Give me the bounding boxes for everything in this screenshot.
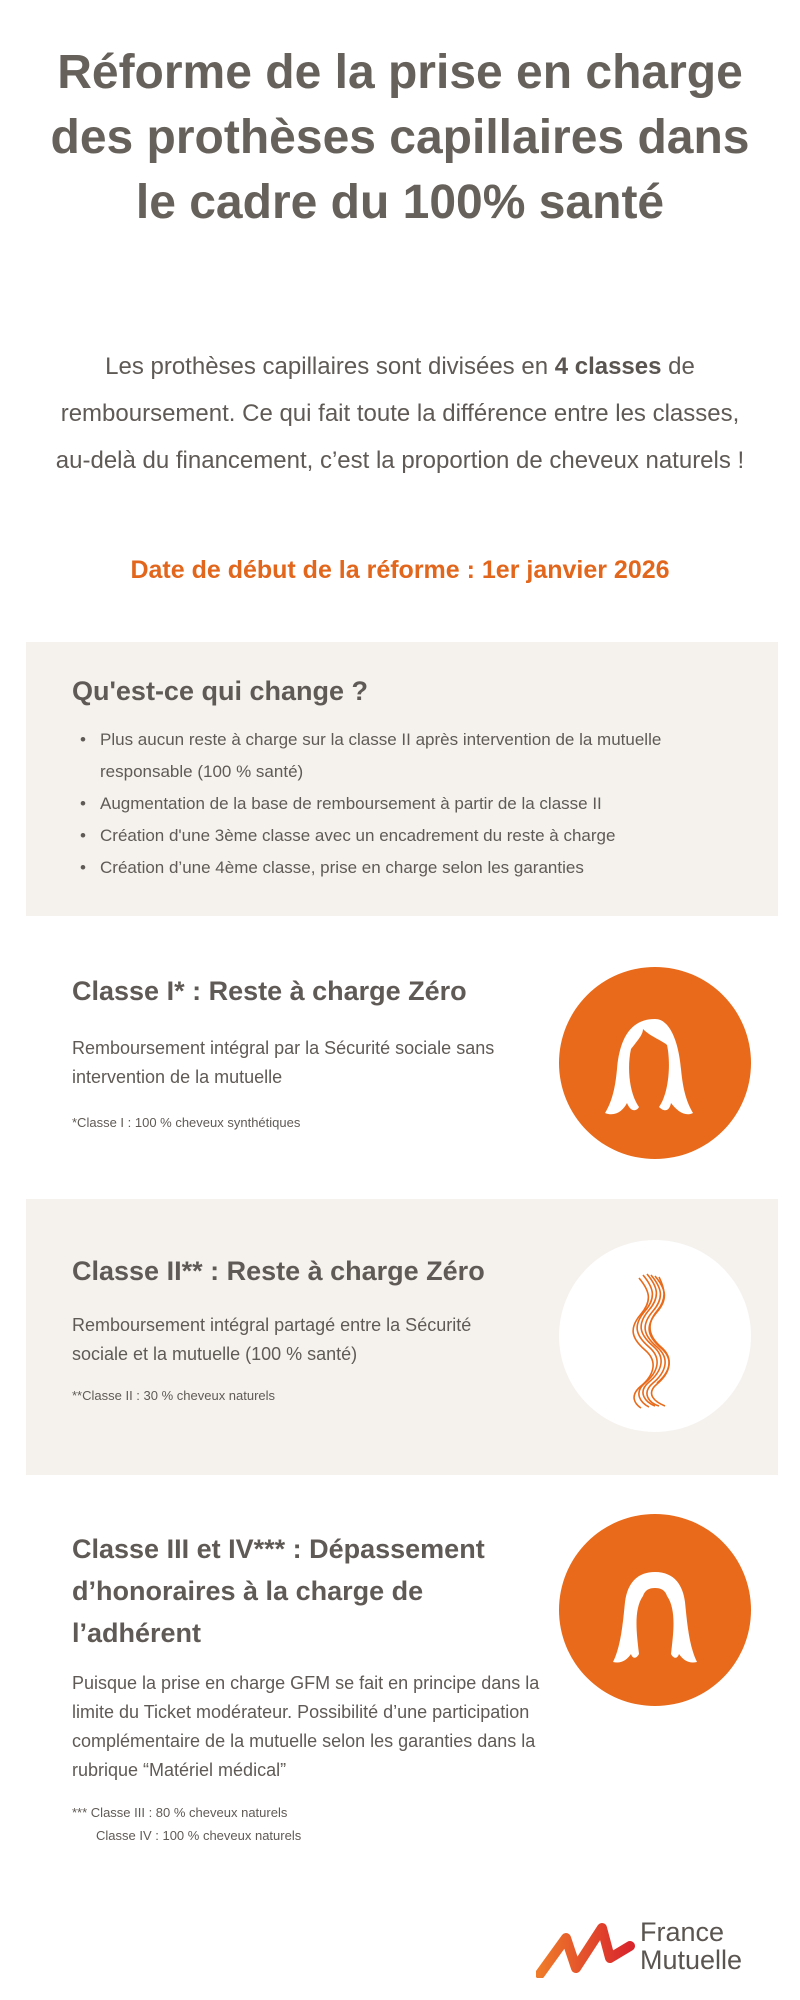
intro-part: Les prothèses capillaires sont divisées en: [105, 353, 555, 380]
france-mutuelle-logo: [536, 1918, 786, 1978]
list-item: • Augmentation de la base de remboursement à partir de la classe II: [76, 788, 716, 820]
page-title: Réforme de la prise en charge des prothèses capillaires dans le cadre du 100% santé: [50, 46, 750, 229]
logo-text: [640, 1918, 742, 1974]
intro-part: de remboursement. Ce qui fait toute la différence entre les classes, au-delà du financement, c’est la proportion de cheveux naturels !: [55, 353, 745, 474]
logo-mark-icon: [536, 1922, 636, 1978]
class-2-desc: Remboursement intégral partagé entre la Sécurité sociale et la mutuelle (100 % santé): [72, 1315, 472, 1364]
class-2-footnote: **Classe II : 30 % cheveux naturels: [72, 1388, 276, 1403]
changes-heading: Qu'est-ce qui change ?: [72, 676, 368, 706]
class-1-footnote: *Classe I : 100 % cheveux synthétiques: [72, 1115, 301, 1130]
list-item: • Création d'une 3ème classe avec un encadrement du reste à charge: [76, 820, 716, 852]
reform-date: Date de début de la réforme : 1er janvier 2026: [130, 556, 670, 584]
long-hair-icon: [559, 1514, 751, 1706]
class-1-heading: Classe I* : Reste à charge Zéro: [72, 976, 467, 1006]
class-1-desc: Remboursement intégral par la Sécurité sociale sans intervention de la mutuelle: [72, 1038, 495, 1087]
class-4-footnote: Classe IV : 100 % cheveux naturels: [96, 1828, 302, 1843]
class-3-footnote: *** Classe III : 80 % cheveux naturels: [72, 1805, 288, 1820]
class-2-heading: Classe II** : Reste à charge Zéro: [72, 1256, 485, 1286]
short-hair-icon: [559, 967, 751, 1159]
intro-bold: 4 classes: [554, 353, 662, 380]
class-2-box: [26, 1199, 778, 1475]
list-item: • Plus aucun reste à charge sur la classe II après intervention de la mutuelle responsable (100 % santé): [76, 724, 716, 788]
logo-line-1: France: [640, 1917, 725, 1947]
class-3-4-desc: Puisque la prise en charge GFM se fait en principe dans la limite du Ticket modérateur. Possibilité d’une participation complémentaire de la mutuelle selon les garanties dans la rubrique “Matériel médical”: [72, 1673, 540, 1780]
changes-list: [76, 724, 716, 884]
hair-strand-icon: [559, 1240, 751, 1432]
class-3-4-heading: Classe III et IV*** : Dépassement d’honoraires à la charge de l’adhérent: [72, 1534, 485, 1648]
logo-line-2: Mutuelle: [640, 1945, 743, 1975]
intro-text: [50, 343, 750, 484]
list-item: • Création d’une 4ème classe, prise en charge selon les garanties: [76, 852, 716, 884]
changes-box: [26, 642, 778, 916]
